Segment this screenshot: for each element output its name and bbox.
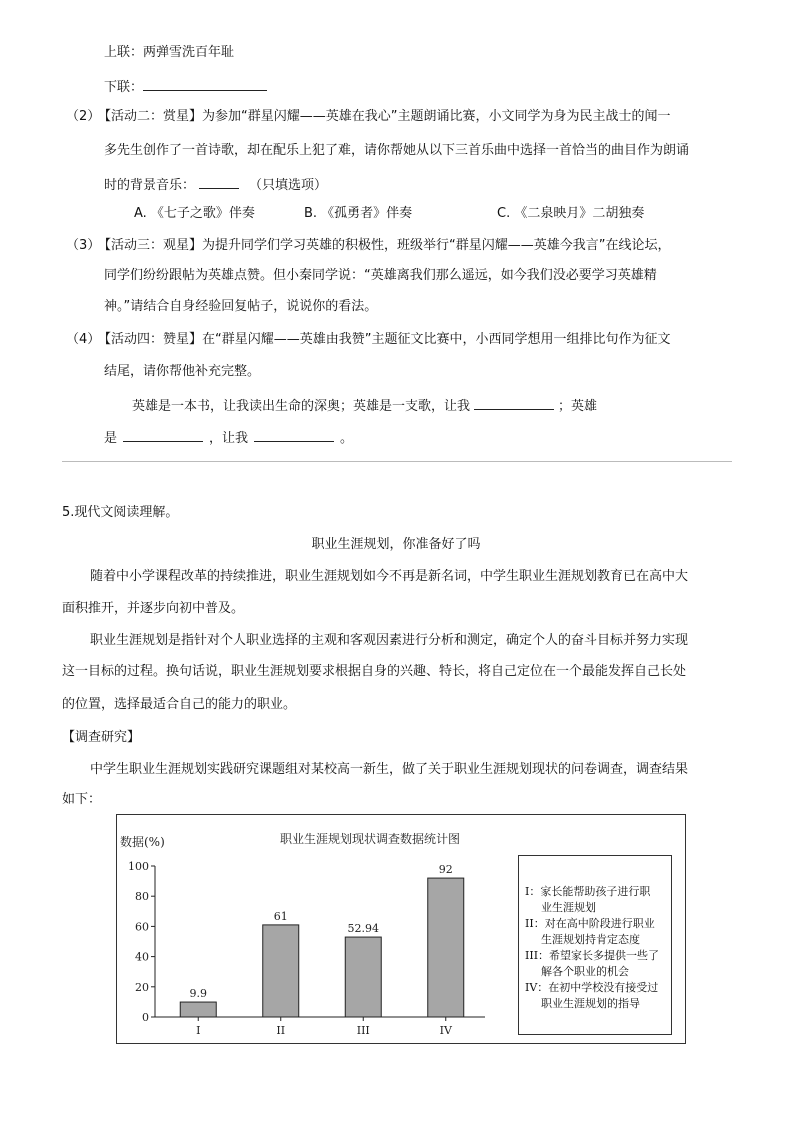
- q2-option-a: A. 《七子之歌》伴奏: [134, 206, 255, 221]
- q4-text-4b: ，让我: [209, 431, 249, 446]
- upper-couplet: 上联：两弹雪洗百年耻: [104, 45, 235, 60]
- p1-line2: 面积推开，并逐步向初中普及。: [62, 601, 245, 616]
- section5-heading: 5.现代文阅读理解。: [62, 505, 179, 520]
- q3-line2: 同学们纷纷跟帖为英雄点赞。但小秦同学说：“英雄离我们那么遥远，如今我们没必要学习英雄精: [104, 268, 657, 283]
- q2-option-b: B. 《孤勇者》伴奏: [304, 206, 413, 221]
- legend-item-3-line2: 解各个职业的机会: [541, 965, 629, 978]
- p2-line2: 这一目标的过程。换句话说，职业生涯规划要求根据自身的兴趣、特长，将自己定位在一个最能发挥自己长处: [62, 664, 687, 679]
- legend-item-2-line1: II：对在高中阶段进行职业: [525, 917, 655, 930]
- bar-2: [263, 925, 299, 1017]
- chart-legend: [518, 855, 672, 1035]
- survey-heading: 【调查研究】: [62, 730, 141, 745]
- y-tick-label: 80: [135, 890, 149, 904]
- p3-line2: 如下：: [62, 792, 102, 807]
- y-tick-label: 100: [128, 860, 149, 873]
- chart-title: 职业生涯规划现状调查数据统计图: [279, 832, 461, 846]
- p3-line1: 中学生职业生涯规划实践研究课题组对某校高一新生，做了关于职业生涯规划现状的问卷调查，调查结果: [90, 762, 689, 777]
- legend-item-1: [525, 884, 650, 916]
- y-tick-label: 20: [135, 980, 149, 994]
- y-axis-label: 数据(%): [120, 835, 165, 849]
- p2-line1: 职业生涯规划是指针对个人职业选择的主观和客观因素进行分析和测定，确定个人的奋斗目标并努力实现: [90, 633, 689, 648]
- p1-line1: 随着中小学课程改革的持续推进，职业生涯规划如今不再是新名词，中学生职业生涯规划教育已在高中大: [90, 569, 689, 584]
- legend-item-4-line2: 职业生涯规划的指导: [541, 997, 640, 1010]
- q3-number: （3）: [66, 238, 101, 253]
- y-tick-label: 40: [135, 950, 149, 964]
- q2-text-3a: 时的背景音乐：: [104, 178, 196, 193]
- legend-item-1-line2: 业生涯规划: [541, 901, 596, 914]
- legend-item-2: [525, 916, 655, 948]
- q2-text-1: 【活动二：赏星】为参加“群星闪耀——英雄在我心”主题朗诵比赛，小文同学为身为民主战士的闻一: [98, 109, 671, 124]
- bar-3: [345, 937, 381, 1017]
- q2-option-c: C. 《二泉映月》二胡独奏: [497, 206, 645, 221]
- q4-text-1: 【活动四：赞星】在“群星闪耀——英雄由我赞”主题征文比赛中，小西同学想用一组排比句作为征文: [98, 332, 671, 347]
- x-tick-label: III: [356, 1024, 370, 1037]
- legend-item-3-line1: III：希望家长多提供一些了: [525, 949, 660, 962]
- q2-text-3b: （只填选项）: [249, 178, 328, 193]
- x-tick-label: I: [196, 1024, 201, 1037]
- bar-4: [428, 878, 464, 1017]
- q4-line2: 结尾，请你帮他补充完整。: [104, 364, 261, 379]
- q3-line3: 神。”请结合自身经验回复帖子，说说你的看法。: [104, 299, 378, 314]
- q4-text-4c: 。: [340, 431, 354, 446]
- legend-item-1-line1: I：家长能帮助孩子进行职: [525, 885, 651, 898]
- legend-item-4: [525, 980, 658, 1012]
- legend-item-2-line2: 生涯规划持肯定态度: [541, 933, 640, 946]
- q3-text-1: 【活动三：观星】为提升同学们学习英雄的积极性，班级举行“群星闪耀——英雄今我言”在线论坛，: [98, 238, 671, 253]
- bar-value-label: 52.94: [347, 922, 379, 936]
- bar-1: [180, 1002, 216, 1017]
- legend-item-4-line1: IV：在初中学校没有接受过: [525, 981, 659, 994]
- q2-number: （2）: [66, 109, 101, 124]
- article-title: 职业生涯规划，你准备好了吗: [311, 537, 481, 552]
- y-tick-label: 0: [142, 1011, 149, 1024]
- x-tick-label: IV: [439, 1024, 452, 1037]
- q4-number: （4）: [66, 332, 101, 347]
- q4-text-3b: ；英雄: [558, 399, 598, 414]
- q4-text-3a: 英雄是一本书，让我读出生命的深奥；英雄是一支歌，让我: [132, 399, 471, 414]
- lower-couplet-label: 下联：: [104, 80, 144, 95]
- x-tick-label: II: [276, 1024, 286, 1037]
- bar-value-label: 61: [273, 909, 288, 923]
- y-tick-label: 60: [135, 920, 149, 934]
- q4-text-4a: 是: [104, 431, 118, 446]
- bar-value-label: 9.9: [189, 987, 207, 1001]
- q2-line2: 多先生创作了一首诗歌，却在配乐上犯了难，请你帮她从以下三首乐曲中选择一首恰当的曲目作为朗诵: [104, 143, 690, 158]
- legend-item-3: [525, 948, 659, 980]
- bar-value-label: 92: [438, 863, 453, 877]
- p2-line3: 的位置，选择最适合自己的能力的职业。: [62, 697, 297, 712]
